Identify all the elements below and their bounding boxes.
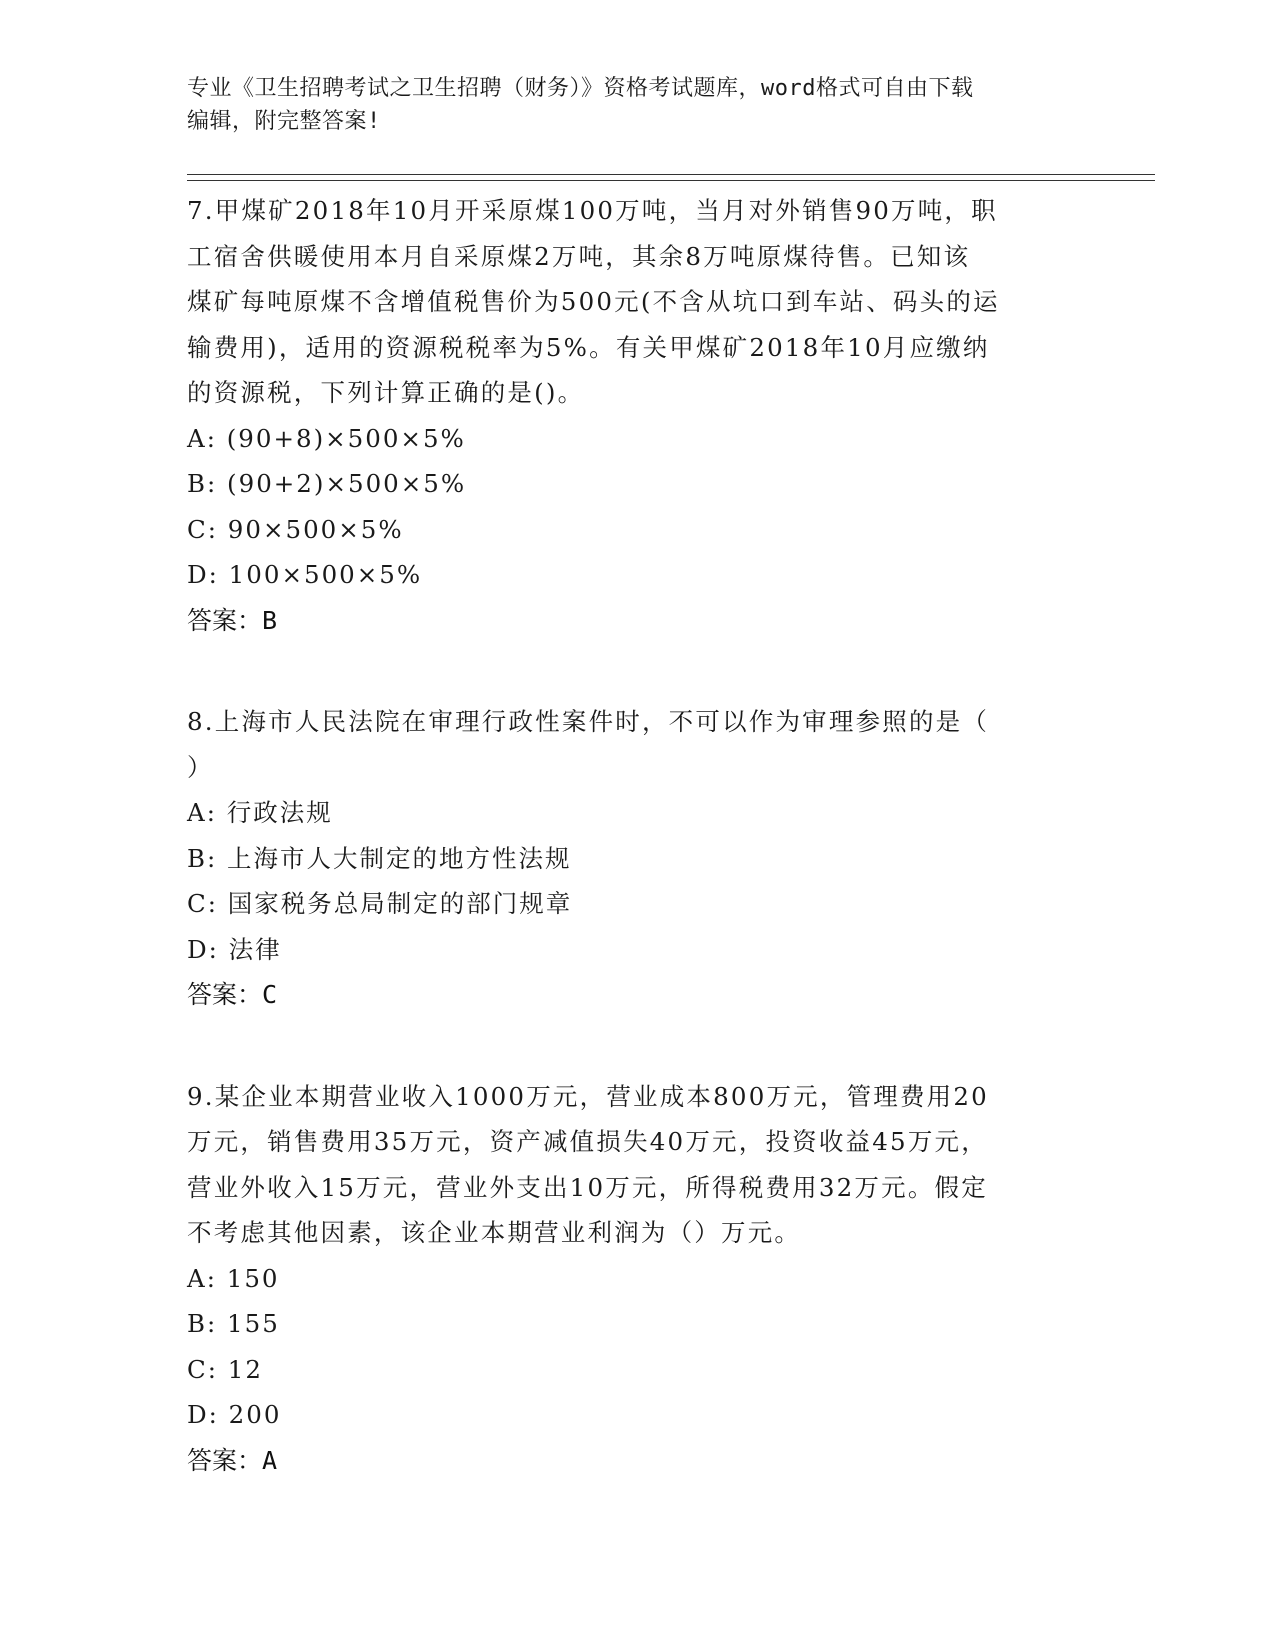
- header-divider-bottom: [187, 180, 1155, 181]
- question-text-line: 营业外收入15万元，营业外支出10万元，所得税费用32万元。假定: [187, 1172, 988, 1202]
- header-divider-top: [187, 174, 1155, 175]
- answer-label: 答案：B: [187, 605, 278, 635]
- question-text-line: 工宿舍供暖使用本月自采原煤2万吨，其余8万吨原煤待售。已知该: [187, 241, 971, 271]
- question-text-line: 7.甲煤矿2018年10月开采原煤100万吨，当月对外销售90万吨，职: [187, 196, 998, 225]
- question-text-line: 8.上海市人民法院在审理行政性案件时，不可以作为审理参照的是（: [187, 707, 990, 736]
- answer-label: 答案：A: [187, 1445, 278, 1475]
- option-c: C: 国家税务总局制定的部门规章: [187, 889, 573, 918]
- option-d: D: 100×500×5%: [187, 560, 423, 589]
- option-a: A: 150: [187, 1263, 280, 1293]
- question-text-line: 不考虑其他因素，该企业本期营业利润为（）万元。: [187, 1218, 802, 1247]
- option-d: D: 法律: [187, 934, 282, 964]
- question-text-line: ）: [187, 752, 214, 782]
- header-line-2: 编辑，附完整答案!: [187, 109, 381, 134]
- header-line-1: 专业《卫生招聘考试之卫生招聘（财务）》资格考试题库，word格式可自由下载: [187, 76, 974, 101]
- option-d: D: 200: [187, 1400, 282, 1429]
- option-b: B: (90+2)×500×5%: [187, 469, 467, 498]
- question-text-line: 万元，销售费用35万元，资产减值损失40万元，投资收益45万元，: [187, 1127, 988, 1156]
- question-text-line: 的资源税，下列计算正确的是()。: [187, 378, 585, 407]
- question-7: [187, 188, 1087, 643]
- option-c: C: 12: [187, 1354, 263, 1384]
- question-text-line: 煤矿每吨原煤不含增值税售价为500元(不含从坑口到车站、码头的运: [187, 287, 1000, 316]
- option-a: A: (90+8)×500×5%: [187, 423, 466, 453]
- option-b: B: 上海市人大制定的地方性法规: [187, 843, 572, 873]
- option-b: B: 155: [187, 1309, 280, 1338]
- option-a: A: 行政法规: [187, 798, 333, 827]
- question-list: [187, 188, 1087, 1539]
- question-8: [187, 699, 1087, 1018]
- question-text-line: 输费用)，适用的资源税税率为5%。有关甲煤矿2018年10月应缴纳: [187, 332, 990, 362]
- answer-label: 答案：C: [187, 980, 278, 1009]
- question-9: [187, 1074, 1087, 1484]
- option-c: C: 90×500×5%: [187, 514, 404, 544]
- document-header: [187, 72, 1067, 138]
- question-text-line: 9.某企业本期营业收入1000万元，营业成本800万元，管理费用20: [187, 1081, 989, 1111]
